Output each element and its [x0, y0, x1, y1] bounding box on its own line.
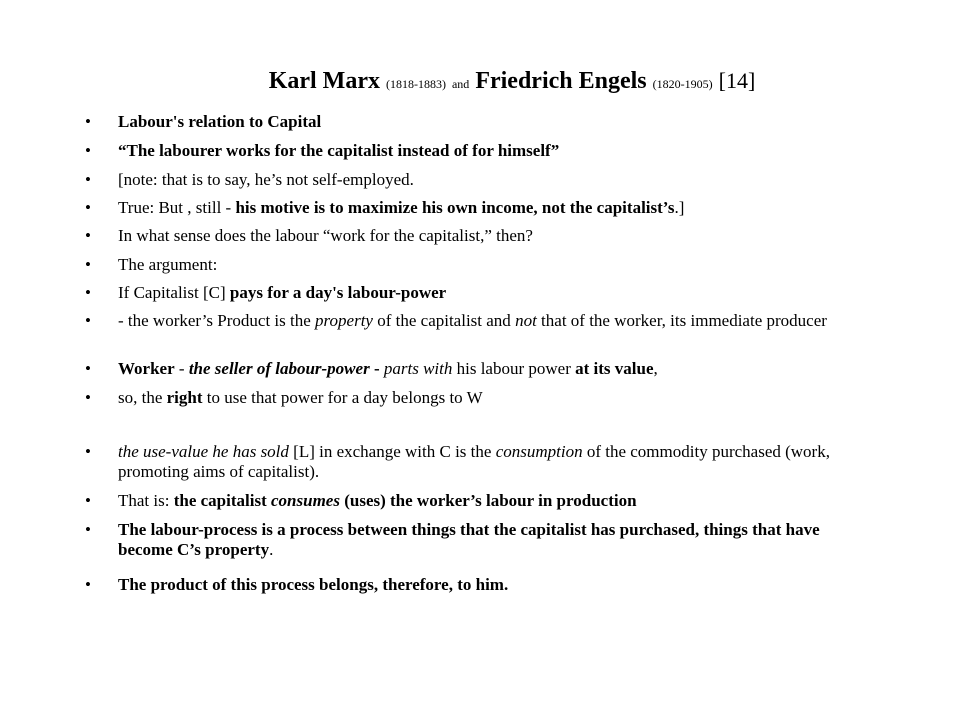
- bullet-dot: •: [85, 442, 91, 461]
- bullet-dot: •: [85, 170, 91, 189]
- bullet-item: [85, 575, 878, 595]
- bullet-dot: •: [85, 283, 91, 302]
- bullet-dot: •: [85, 359, 91, 378]
- bullet-dot: •: [85, 575, 91, 594]
- bullet-text-bold-italic: the seller of labour-power: [188, 359, 370, 378]
- bullet-text-italic: parts with: [383, 359, 453, 378]
- title-engels-dates: (1820-1905): [652, 77, 713, 91]
- slide-title: [0, 66, 960, 99]
- bullet-text-bold: the capitalist: [173, 491, 271, 510]
- title-marx: Karl Marx: [268, 68, 380, 94]
- bullet-item: [85, 141, 878, 161]
- bullet-text-bold: his motive is to maximize his own income, not the capitalist’s: [235, 198, 675, 217]
- bullet-text-italic: the use-value he has sold: [118, 442, 289, 461]
- bullet-text-italic: not: [515, 311, 537, 330]
- bullet-dot: •: [85, 141, 91, 160]
- bullet-text: - the worker’s Product is the: [118, 311, 316, 330]
- bullet-item: [85, 359, 878, 379]
- bullet-item: [85, 388, 878, 408]
- bullet-text: If Capitalist [C]: [118, 283, 230, 302]
- bullet-text: [L] in exchange with C is the: [288, 442, 496, 461]
- bullet-item: [85, 226, 878, 246]
- bullet-dot: •: [85, 520, 91, 539]
- bullet-text: ,: [653, 359, 658, 378]
- bullet-item: [85, 198, 878, 218]
- bullet-text: [note: that is to say, he’s not self-employed.: [118, 170, 414, 189]
- bullet-dot: •: [85, 112, 91, 131]
- bullet-text-bold: The labour-process is a process between things that the capitalist has purchased, things that have become C’s property: [118, 520, 820, 559]
- bullet-text-bold-italic: consumes: [271, 491, 340, 510]
- bullet-text: of the commodity purchased (work, promoting aims of capitalist).: [118, 442, 830, 481]
- bullet-dot: •: [85, 198, 91, 217]
- bullet-text-bold: at its value: [575, 359, 654, 378]
- bullet-text: True: But , still -: [118, 198, 236, 217]
- bullet-item: [85, 170, 878, 190]
- bullet-text-bold: -: [369, 359, 384, 378]
- bullet-text: The argument:: [118, 255, 218, 274]
- bullet-dot: •: [85, 491, 91, 510]
- bullet-text-bold: right: [166, 388, 203, 407]
- bullet-dot: •: [85, 388, 91, 407]
- bullet-item: [85, 283, 878, 303]
- bullet-text: to use that power for a day belongs to W: [202, 388, 483, 407]
- bullet-text: so, the: [118, 388, 167, 407]
- bullet-dot: •: [85, 226, 91, 245]
- bullet-text: That is:: [118, 491, 174, 510]
- bullet-text: -: [174, 359, 189, 378]
- title-marx-dates: (1818-1883): [385, 77, 446, 91]
- bullet-text: his labour power: [452, 359, 576, 378]
- title-engels: Friedrich Engels: [475, 68, 647, 94]
- title-reference: [14]: [718, 68, 756, 93]
- bullet-text: that of the worker, its immediate producer: [536, 311, 827, 330]
- bullet-text-italic: property: [315, 311, 373, 330]
- bullet-item: [85, 311, 878, 331]
- bullet-text: Labour's relation to Capital: [118, 112, 322, 131]
- bullet-item: [85, 520, 878, 560]
- bullet-item: [85, 491, 878, 511]
- title-and: and: [451, 77, 470, 91]
- bullet-text: In what sense does the labour “work for the capitalist,” then?: [118, 226, 533, 245]
- bullet-text: .: [269, 540, 274, 559]
- bullet-dot: •: [85, 255, 91, 274]
- bullet-text: .]: [674, 198, 685, 217]
- bullet-text-italic: consumption: [495, 442, 583, 461]
- bullet-text: “The labourer works for the capitalist instead of for himself”: [118, 141, 560, 160]
- bullet-item: [85, 255, 878, 275]
- bullet-text-bold: pays for a day's labour-power: [229, 283, 447, 302]
- bullet-item: [85, 442, 878, 482]
- bullet-text-bold: (uses) the worker’s labour in production: [339, 491, 637, 510]
- bullet-text-bold: The product of this process belongs, therefore, to him.: [118, 575, 509, 594]
- bullet-text: of the capitalist and: [372, 311, 516, 330]
- bullet-item: [85, 112, 878, 132]
- bullet-dot: •: [85, 311, 91, 330]
- bullet-text-bold: Worker: [118, 359, 175, 378]
